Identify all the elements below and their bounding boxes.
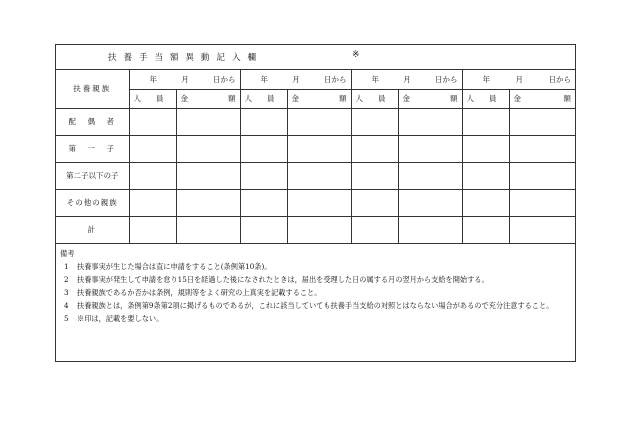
cell[interactable] xyxy=(462,162,509,189)
dependents-table xyxy=(56,70,575,244)
note-item: 3 扶養親族であるか否かは条例，規則等をよく研究の上真実を記載すること。 xyxy=(64,288,322,297)
date-header-1[interactable]: 年 月 日から xyxy=(129,70,240,89)
cell[interactable] xyxy=(351,189,398,216)
persons-header-4: 人 員 xyxy=(462,89,509,108)
row-label-total: 計 xyxy=(56,216,129,243)
table-row xyxy=(56,189,575,216)
cell[interactable] xyxy=(287,216,351,243)
row-label-other-relatives: その他の親族 xyxy=(56,189,129,216)
office-use-mark: ※ xyxy=(352,50,360,60)
row-label-spouse: 配 偶 者 xyxy=(56,108,129,135)
date-header-3[interactable]: 年 月 日から xyxy=(351,70,462,89)
cell[interactable] xyxy=(287,162,351,189)
cell[interactable] xyxy=(129,162,176,189)
cell[interactable] xyxy=(351,216,398,243)
notes-section xyxy=(56,247,575,325)
cell[interactable] xyxy=(398,162,462,189)
cell[interactable] xyxy=(240,189,287,216)
cell[interactable] xyxy=(176,216,240,243)
cell[interactable] xyxy=(351,135,398,162)
cell[interactable] xyxy=(351,162,398,189)
cell[interactable] xyxy=(462,108,509,135)
row-label-first-child: 第 一 子 xyxy=(56,135,129,162)
amount-header-1: 金 額 xyxy=(176,89,240,108)
amount-header-2: 金 額 xyxy=(287,89,351,108)
table-row xyxy=(56,135,575,162)
cell[interactable] xyxy=(129,216,176,243)
cell[interactable] xyxy=(509,189,575,216)
cell[interactable] xyxy=(176,108,240,135)
date-header-4[interactable]: 年 月 日から xyxy=(462,70,575,89)
cell[interactable] xyxy=(462,216,509,243)
amount-header-3: 金 額 xyxy=(398,89,462,108)
persons-header-3: 人 員 xyxy=(351,89,398,108)
persons-header-1: 人 員 xyxy=(129,89,176,108)
notes-heading: 備考 xyxy=(60,249,75,258)
cell[interactable] xyxy=(287,189,351,216)
cell[interactable] xyxy=(176,135,240,162)
cell[interactable] xyxy=(462,189,509,216)
cell[interactable] xyxy=(287,108,351,135)
title-row xyxy=(56,45,575,70)
cell[interactable] xyxy=(176,162,240,189)
cell[interactable] xyxy=(509,135,575,162)
row-label-second-child: 第二子以下の子 xyxy=(56,162,129,189)
cell[interactable] xyxy=(398,216,462,243)
form-title: 扶養手当額異動記入欄 xyxy=(108,53,264,63)
amount-header-4: 金 額 xyxy=(509,89,575,108)
cell[interactable] xyxy=(240,135,287,162)
persons-header-2: 人 員 xyxy=(240,89,287,108)
cell[interactable] xyxy=(509,216,575,243)
note-item: 4 扶養親族とは，条例第9条第2項に掲げるものであるが，これに該当していても扶養手当支給の対照とはならない場合があるので充分注意すること。 xyxy=(64,301,554,310)
cell[interactable] xyxy=(398,189,462,216)
cell[interactable] xyxy=(462,135,509,162)
cell[interactable] xyxy=(351,108,398,135)
note-item: 2 扶養事実が発生して申請を怠り15日を経過した後になされたときは，届出を受理した日の属する月の翌月から支給を開始する。 xyxy=(64,275,489,284)
table-row xyxy=(56,108,575,135)
cell[interactable] xyxy=(509,162,575,189)
cell[interactable] xyxy=(129,135,176,162)
dependents-header: 扶養親族 xyxy=(56,70,129,108)
cell[interactable] xyxy=(287,135,351,162)
cell[interactable] xyxy=(129,108,176,135)
cell[interactable] xyxy=(240,108,287,135)
date-header-2[interactable]: 年 月 日から xyxy=(240,70,351,89)
cell[interactable] xyxy=(240,216,287,243)
cell[interactable] xyxy=(509,108,575,135)
cell[interactable] xyxy=(240,162,287,189)
cell[interactable] xyxy=(398,135,462,162)
cell[interactable] xyxy=(129,189,176,216)
cell[interactable] xyxy=(176,189,240,216)
table-row xyxy=(56,162,575,189)
note-item: 5 ※印は，記載を要しない。 xyxy=(64,314,164,323)
note-item: 1 扶養事実が生じた場合は直に申請をすること(条例第10条)。 xyxy=(64,262,272,271)
cell[interactable] xyxy=(398,108,462,135)
allowance-change-form xyxy=(55,44,576,362)
table-row xyxy=(56,216,575,243)
